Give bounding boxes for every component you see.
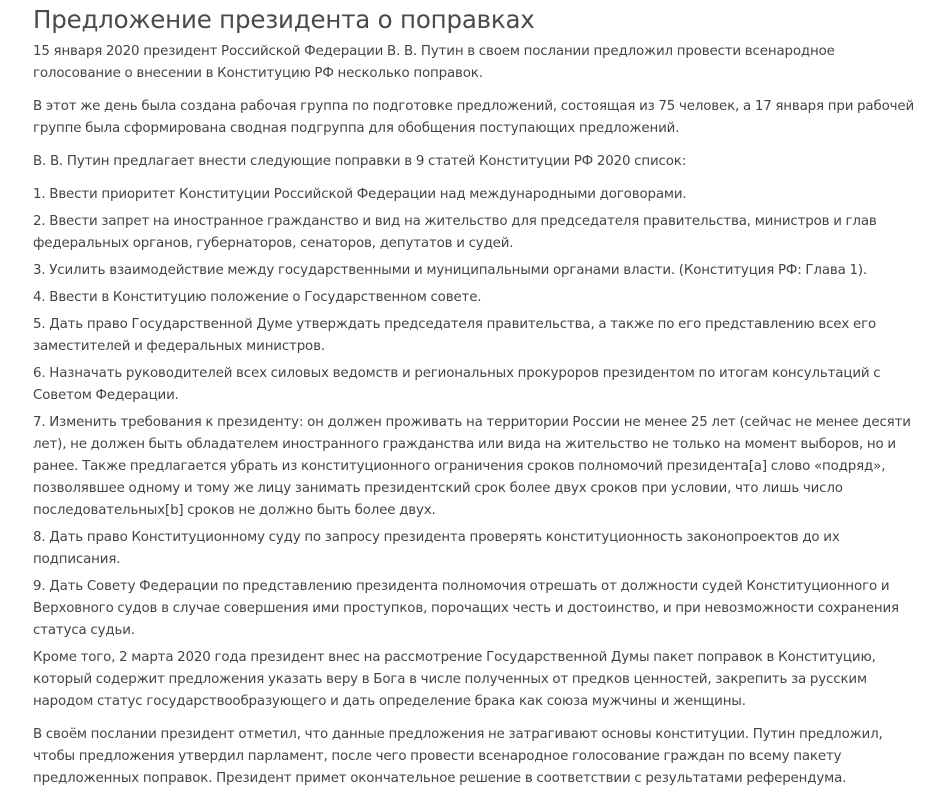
amendment-item-7: 7. Изменить требования к президенту: он должен проживать на территории России не менее 25 лет (сейчас не менее десяти лет), не должен быть обладателем иностранного гражданства или вида на жительство не только на момент выборов, но и ранее. Также предлагается убрать из конституционного ограничения сроков полномочий президента[a] слово «подряд», позволявшее одному и тому же лицу занимать президентский срок более двух сроков при условии, что лишь число последовательных[b] сроков не должно быть более двух. [33, 415, 911, 518]
amendment-item-8: 8. Дать право Конституционному суду по запросу президента проверять конституционность законопроектов до их подписания. [33, 530, 840, 567]
closing-paragraph-1: Кроме того, 2 марта 2020 года президент внес на рассмотрение Государственной Думы пакет поправок в Конституцию, который содержит предложения указать веру в Бога в числе полученных от предков ценностей, закрепить за русским народом статус государствообразующего и дать определение брака как союза мужчины и женщины. [33, 650, 876, 709]
amendment-item-3: 3. Усилить взаимодействие между государственными и муниципальными органами власти. (Конституция РФ: Глава 1). [33, 263, 868, 278]
amendment-item-5: 5. Дать право Государственной Думе утверждать председателя правительства, а также по его представлению всех его заместителей и федеральных министров. [33, 317, 876, 354]
closing-paragraph-2: В своём послании президент отметил, что данные предложения не затрагивают основы конституции. Путин предложил, чтобы предложения утвердил парламент, после чего провести всенародное голосование граждан по всему пакету предложенных поправок. Президент примет окончательное решение в соответствии с результатами референдума. [33, 727, 883, 786]
intro-paragraph-3: В. В. Путин предлагает внести следующие поправки в 9 статей Конституции РФ 2020 список: [33, 154, 687, 169]
amendment-item-9: 9. Дать Совету Федерации по представлению президента полномочия отрешать от должности судей Конституционного и Верховного судов в случае совершения ими проступков, порочащих честь и достоинство, и при невозможности сохранения статуса судьи. [33, 579, 899, 638]
intro-paragraph-2: В этот же день была создана рабочая группа по подготовке предложений, состоящая из 75 человек, а 17 января при рабочей группе была сформирована сводная подгруппа для обобщения поступающих предложений. [33, 99, 915, 136]
amendment-item-4: 4. Ввести в Конституцию положение о Государственном совете. [33, 290, 482, 305]
amendment-item-6: 6. Назначать руководителей всех силовых ведомств и региональных прокуроров президентом по итогам консультаций с Советом Федерации. [33, 366, 881, 403]
amendment-item-2: 2. Ввести запрет на иностранное гражданство и вид на жительство для председателя правительства, министров и глав федеральных органов, губернаторов, сенаторов, депутатов и судей. [33, 214, 877, 251]
intro-paragraph-1: 15 января 2020 президент Российской Федерации В. В. Путин в своем послании предложил провести всенародное голосование о внесении в Конституцию РФ несколько поправок. [33, 44, 835, 81]
amendments-list [33, 184, 919, 642]
amendment-item-1: 1. Ввести приоритет Конституции Российской Федерации над международными договорами. [33, 187, 687, 202]
article-title: Предложение президента о поправках [33, 5, 535, 34]
